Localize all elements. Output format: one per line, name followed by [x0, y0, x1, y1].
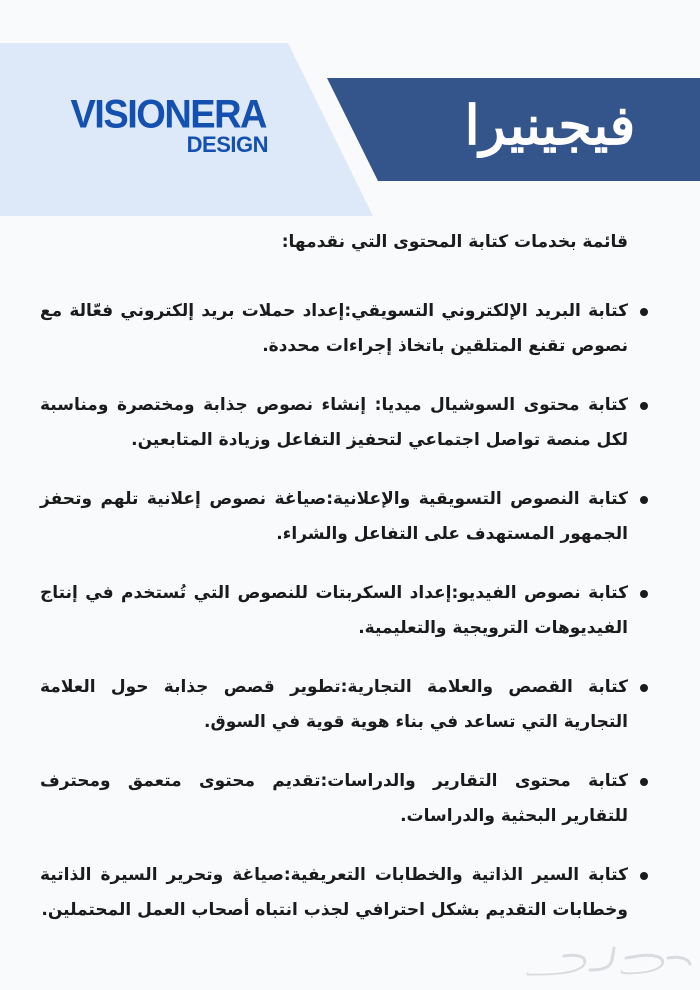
- list-item: [40, 764, 628, 834]
- bullet-icon: [640, 684, 648, 692]
- list-item: [40, 388, 628, 458]
- intro-heading: قائمة بخدمات كتابة المحتوى التي نقدمها:: [281, 232, 628, 252]
- service-text: كتابة البريد الإلكتروني التسويقي:إعداد حملات بريد إلكتروني فعّالة مع نصوص تقنع المتلقين باتخاذ إجراءات محددة.: [40, 301, 628, 356]
- bullet-icon: [640, 496, 648, 504]
- service-text: كتابة السير الذاتية والخطابات التعريفية:صياغة وتحرير السيرة الذاتية وخطابات التقديم بشكل احترافي لجذب انتباه أصحاب العمل المحتملين.: [40, 865, 628, 920]
- service-text: كتابة النصوص التسويقية والإعلانية:صياغة نصوص إعلانية تلهم وتحفز الجمهور المستهدف على التفاعل والشراء.: [40, 489, 628, 544]
- list-item: [40, 576, 628, 646]
- bullet-icon: [640, 402, 648, 410]
- logo-sub-text: DESIGN: [186, 132, 268, 157]
- bullet-icon: [640, 778, 648, 786]
- bullet-icon: [640, 308, 648, 316]
- bullet-icon: [640, 590, 648, 598]
- services-list: [40, 294, 628, 928]
- service-text: كتابة محتوى التقارير والدراسات:تقديم محتوى متعمق ومحترف للتقارير البحثية والدراسات.: [40, 771, 628, 826]
- bullet-icon: [640, 872, 648, 880]
- list-item: [40, 670, 628, 740]
- service-text: كتابة نصوص الفيديو:إعداد السكربتات للنصوص التي تُستخدم في إنتاج الفيديوهات الترويجية والتعليمية.: [40, 583, 628, 638]
- brand-arabic-title: فيجينيرا: [464, 93, 636, 157]
- list-item: [40, 482, 628, 552]
- visionera-logo: [46, 92, 268, 157]
- list-item: [40, 294, 628, 364]
- haraj-watermark-icon: [518, 940, 694, 980]
- service-text: كتابة محتوى السوشيال ميديا: إنشاء نصوص جذابة ومختصرة ومناسبة لكل منصة تواصل اجتماعي لتحفيز التفاعل وزيادة المتابعين.: [40, 395, 628, 450]
- list-item: [40, 858, 628, 928]
- service-text: كتابة القصص والعلامة التجارية:تطوير قصص جذابة حول العلامة التجارية التي تساعد في بناء هوية قوية في السوق.: [40, 677, 628, 732]
- logo-main-text: VISIONERA: [70, 92, 266, 138]
- services-content: [40, 222, 628, 928]
